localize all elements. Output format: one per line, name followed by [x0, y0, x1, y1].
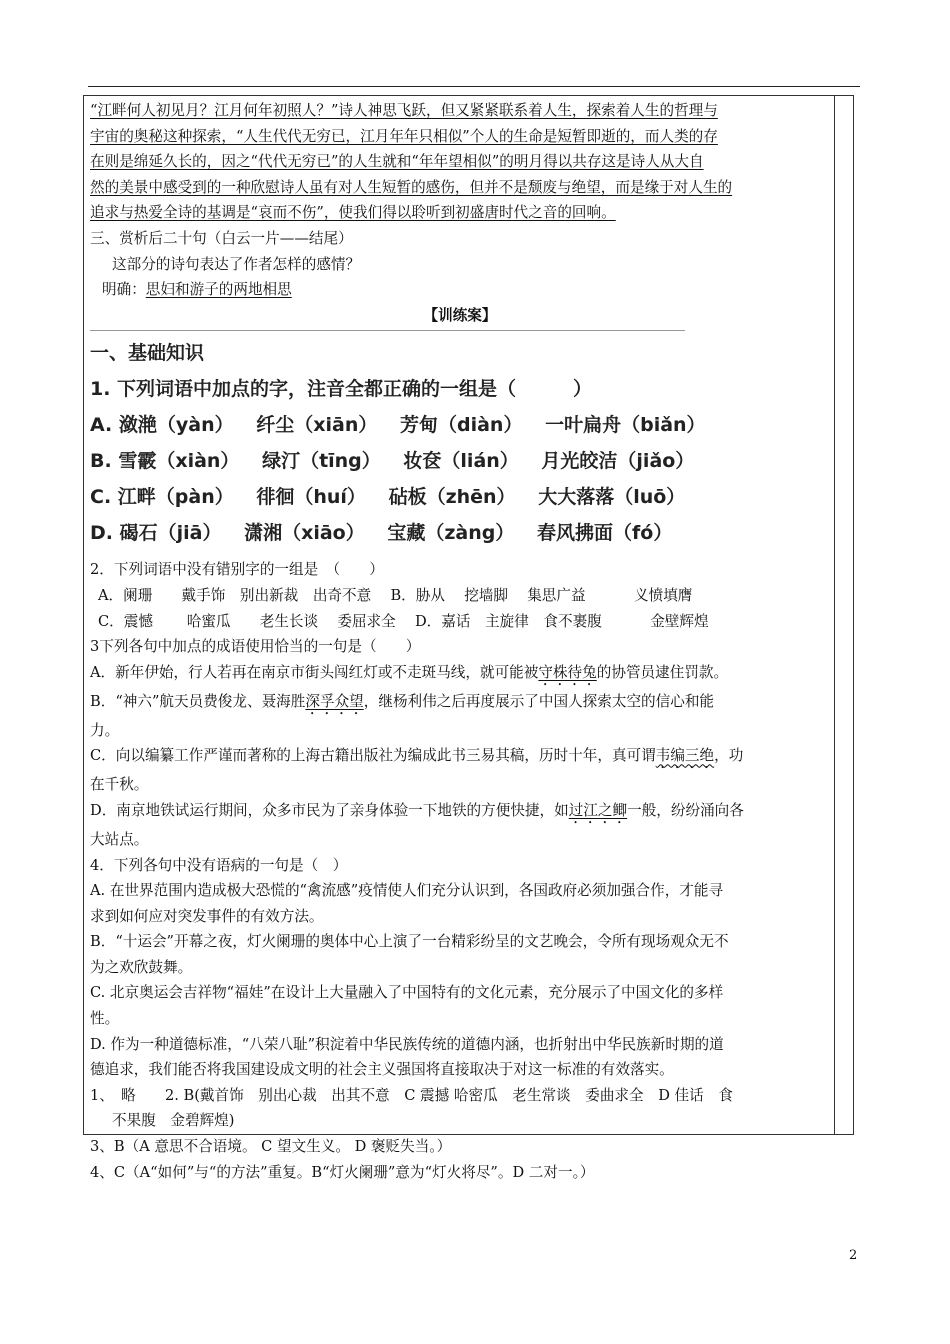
q3-option-c-cont: 在千秋。: [90, 776, 149, 794]
training-rule: [90, 330, 685, 331]
q3-option-b: [90, 689, 830, 718]
q1-d-3: 宝藏（zàng）: [387, 522, 515, 545]
q1-option-d: [90, 515, 830, 551]
section3-question: 这部分的诗句表达了作者怎样的感情？: [112, 255, 361, 273]
q3-b-post: ，继杨利伟之后再度展示了中国人探索太空的信心和能: [363, 692, 715, 710]
answers-line-4: 4、C（A“如何”与“的方法”重复。B“灯火阑珊”意为“灯火将尽”。D 二对一。）: [90, 1163, 595, 1181]
q1-b-1: B. 雪霰（xiàn）: [90, 450, 240, 473]
q3-c-pre: C．向以编纂工作严谨而著称的上海古籍出版社为编成此书三易其稿，历时十年，真可谓: [90, 747, 656, 765]
header-rule: [88, 86, 860, 87]
q4-d-line-1: D. 作为一种道德标准，“八荣八耻”积淀着中华民族传统的道德内涵，也折射出中华民族新时期的道: [90, 1035, 724, 1053]
q4-c-line-2: 性。: [90, 1010, 120, 1028]
page-number: 2: [849, 1248, 858, 1263]
q1-b-2: 绿汀（tīng）: [262, 450, 381, 473]
q4-c-line-1: C. 北京奥运会吉祥物“福娃”在设计上大量融入了中国特有的文化元素，充分展示了中国文化的多样: [90, 984, 724, 1002]
q3-a-idiom: 守株待兔: [538, 663, 597, 681]
analysis-line-3: 在则是绵延久长的，因之“代代无穷已”的人生就和“年年望相似”的明月得以共存这是诗人从大自: [90, 153, 704, 171]
q1-a-3: 芳甸（diàn）: [400, 414, 523, 437]
page-content: [90, 98, 830, 1185]
q1-c-2: 徘徊（huí）: [256, 486, 366, 509]
q1-c-4: 大大落落（luō）: [538, 486, 686, 509]
q3-option-a: [90, 660, 830, 689]
q4-b-line-1: B．“十运会”开幕之夜，灯火阑珊的奥体中心上演了一台精彩纷呈的文艺晚会，令所有现场观众无不: [90, 933, 729, 951]
q4-stem: 4．下列各句中没有语病的一句是（ ）: [90, 856, 348, 874]
q1-d-1: D. 碣石（jiā）: [90, 522, 222, 545]
q4-a-line-1: A. 在世界范围内造成极大恐慌的“禽流感”疫情使人们充分认识到，各国政府必须加强合作，才能寻: [90, 882, 724, 900]
analysis-line-1: “江畔何人初见月？江月何年初照人？”诗人神思飞跃，但又紧紧联系着人生，探索着人生的哲理与: [90, 102, 718, 119]
analysis-line-5: 追求与热爱全诗的基调是“哀而不伤”，使我们得以聆听到初盛唐时代之音的回响。: [90, 204, 616, 222]
q2-line-2: C．震憾 哈蜜瓜 老生长谈 委屈求全 D．嘉话 主旋律 食不裹腹 金壁辉煌: [98, 612, 709, 630]
training-title: 【训练案】: [423, 306, 497, 324]
q1-b-3: 妆奁（lián）: [403, 450, 519, 473]
q3-d-pre: D．南京地铁试运行期间，众多市民为了亲身体验一下地铁的方便快捷，如: [90, 801, 569, 819]
q1-a-1: A. 潋滟（yàn）: [90, 414, 234, 437]
q3-option-b-cont: 力。: [90, 721, 120, 739]
q3-option-c: [90, 743, 830, 772]
q1-b-4: 月光皎洁（jiǎo）: [541, 450, 695, 473]
answers-line-3: 3、B（A 意思不合语境。 C 望文生义。 D 褒贬失当。）: [90, 1138, 452, 1156]
q1-d-2: 潇湘（xiāo）: [244, 522, 365, 545]
answers-line-2: 不果腹 金碧辉煌): [112, 1112, 235, 1130]
q4-a-line-2: 求到如何应对突发事件的有效方法。: [90, 907, 324, 925]
q1-c-1: C. 江畔（pàn）: [90, 486, 234, 509]
analysis-line-4: 然的美景中感受到的一种欣慰诗人虽有对人生短暂的感伤，但并不是颓废与绝望，而是缘于对人生的: [90, 178, 733, 196]
section3-answer: [90, 277, 830, 303]
q1-a-4: 一叶扁舟（biǎn）: [545, 414, 706, 437]
section3-title: 三、赏析后二十句（白云一片——结尾）: [90, 229, 353, 247]
q3-c-idiom: 韦编三绝: [655, 747, 715, 765]
q4-b-line-2: 为之欢欣鼓舞。: [90, 958, 193, 976]
q1-c-3: 砧板（zhēn）: [388, 486, 516, 509]
q3-d-post: 一般，纷纷涌向各: [627, 801, 744, 819]
q2-line-1: A．阑珊 戴手饰 别出新裁 出奇不意 B．胁从 挖墙脚 集思广益 义愤填膺: [98, 586, 693, 604]
q3-a-pre: A．新年伊始，行人若再在南京市街头闯红灯或不走斑马线，就可能被: [90, 663, 539, 681]
q2-stem: 2．下列词语中没有错别字的一组是 （ ）: [90, 561, 384, 579]
q4-d-line-2: 德追求，我们能否将我国建设成文明的社会主义强国将直接取决于对这一标准的有效落实。: [90, 1061, 674, 1079]
answer-text: 思妇和游子的两地相思: [145, 281, 292, 299]
answers-line-1: 1、 略 2. B(戴首饰 别出心裁 出其不意 C 震撼 哈密瓜 老生常谈 委曲求全 D 佳话 食: [90, 1086, 733, 1104]
q1-option-b: [90, 443, 830, 479]
q1-option-c: [90, 479, 830, 515]
q3-c-post: ，功: [714, 747, 744, 765]
q1-d-4: 春风拂面（fó）: [537, 522, 673, 545]
q3-a-post: 的协管员逮住罚款。: [596, 663, 729, 681]
q3-d-idiom: 过江之鲫: [568, 801, 628, 819]
q3-option-d-cont: 大站点。: [90, 830, 149, 848]
q1-a-2: 纤尘（xiān）: [256, 414, 378, 437]
q1-stem: 1. 下列词语中加点的字，注音全都正确的一组是（ ）: [90, 378, 593, 401]
basics-image-block: [90, 335, 830, 551]
q3-b-idiom: 深孚众望: [305, 692, 364, 710]
q3-stem: 3下列各句中加点的成语使用恰当的一句是（ ）: [90, 638, 421, 656]
q1-option-a: [90, 407, 830, 443]
q3-option-d: [90, 798, 830, 827]
analysis-line-2: 宇宙的奥秘这种探索，“人生代代无穷已，江月年年只相似”个人的生命是短暂即逝的，而人类的存: [90, 127, 718, 145]
answer-label: 明确：: [102, 281, 146, 299]
frame-right-rule: [834, 95, 835, 1135]
basics-heading: 一、基础知识: [90, 342, 205, 365]
q3-b-pre: B．“神六”航天员费俊龙、聂海胜: [90, 692, 306, 710]
